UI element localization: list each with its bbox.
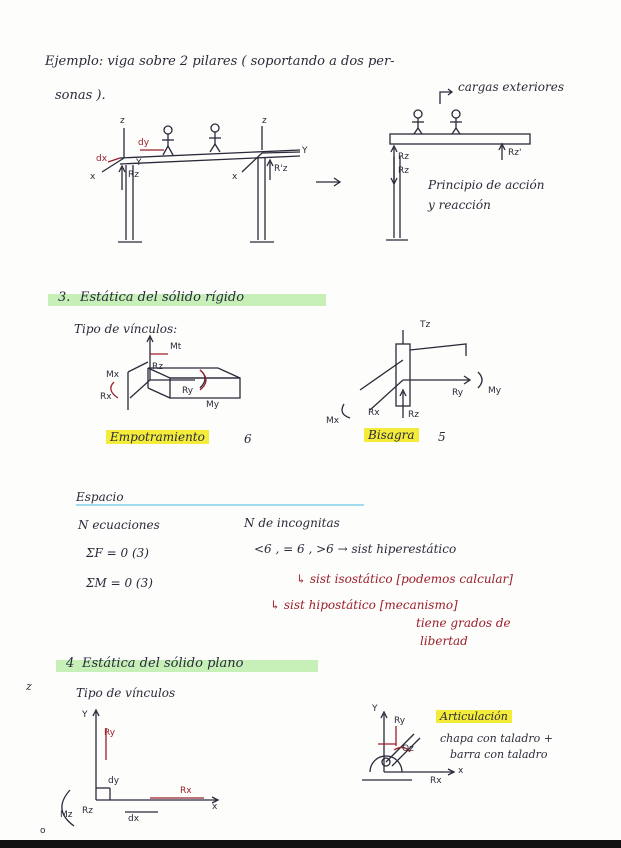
section3-subtitle: Tipo de vínculos: — [74, 322, 178, 336]
bis-tz-label: Tz — [420, 320, 431, 330]
hypostatic-line-3: libertad — [420, 634, 468, 648]
principle-line-1: Principio de acción — [428, 178, 545, 192]
artic-ry-label: Ry — [394, 716, 406, 726]
artic-rx-label: Rx — [430, 776, 442, 786]
bis-rz-label: Rz — [408, 410, 419, 420]
empotramiento-count: 6 — [244, 432, 252, 446]
articulacion-title: Articulación — [436, 710, 512, 723]
emp-rx-label: Rx — [100, 392, 112, 402]
hypostatic-line: ↳ sist hipostático [mecanismo] — [270, 598, 458, 612]
y-small-label: Y — [136, 158, 142, 168]
plane-ry-label: Ry — [104, 728, 116, 738]
dx-label: dx — [96, 154, 108, 164]
plane-rz-label: Rz — [82, 806, 93, 816]
emp-my-label: My — [206, 400, 220, 410]
emp-rz-label: Rz — [152, 362, 163, 372]
emp-ry-label: Ry — [182, 386, 194, 396]
artic-y-label: Y — [372, 704, 378, 714]
scan-bottom-edge — [0, 840, 621, 848]
section3-title: Estática del sólido rígido — [80, 290, 245, 305]
espacio-title: Espacio — [76, 490, 124, 504]
espacio-underline — [76, 504, 364, 506]
isostatic-line: ↳ sist isostático [podemos calcular] — [296, 572, 513, 586]
rz-b1-label: Rz — [398, 152, 409, 162]
hypostatic-line-2: tiene grados de — [416, 616, 511, 630]
sum-m-eq: ΣM = 0 (3) — [86, 576, 153, 590]
z-label-left: z — [120, 116, 125, 126]
artic-x-label: x — [458, 766, 464, 776]
plane-rx-label: Rx — [180, 786, 192, 796]
plane-o-label: o — [40, 826, 46, 836]
plane-mz-label: Mz — [60, 810, 73, 820]
cargas-exteriores-note: cargas exteriores — [458, 80, 565, 94]
section4-subtitle: Tipo de vínculos — [76, 686, 176, 700]
rz-left-label: Rz — [128, 170, 139, 180]
dy-label: dy — [138, 138, 150, 148]
section4-number: 4 — [66, 656, 75, 671]
plane-dy-label: dy — [108, 776, 120, 786]
articulacion-line-1: chapa con taladro + — [440, 732, 553, 745]
rz-b2-label: Rz — [398, 166, 409, 176]
rz-b3-label: Rz' — [508, 148, 522, 158]
plane-x-label: x — [212, 802, 218, 812]
eq-header: N ecuaciones — [78, 518, 160, 532]
example-line-2: sonas ). — [55, 88, 106, 103]
y-axis-label: Y — [302, 146, 308, 156]
sum-f-eq: ΣF = 0 (3) — [86, 546, 149, 560]
bisagra-caption: Bisagra — [364, 428, 419, 442]
artic-oz-label: Oz — [402, 744, 414, 754]
bis-mx-label: Mx — [326, 416, 340, 426]
plane-dx-label: dx — [128, 814, 140, 824]
x-label-right: x — [232, 172, 238, 182]
section4-title: Estática del sólido plano — [82, 656, 244, 671]
example-line-1: Ejemplo: viga sobre 2 pilares ( soportando a dos per- — [45, 54, 395, 69]
unknowns-header: N de incognitas — [244, 516, 340, 530]
emp-mt-label: Mt — [170, 342, 182, 352]
empotramiento-caption: Empotramiento — [106, 430, 209, 444]
bisagra-count: 5 — [438, 430, 446, 444]
emp-mx-label: Mx — [106, 370, 120, 380]
bis-ry-label: Ry — [452, 388, 464, 398]
principle-line-2: y reacción — [428, 198, 491, 212]
bis-my-label: My — [488, 386, 502, 396]
z-label-right: z — [262, 116, 267, 126]
bis-rx-label: Rx — [368, 408, 380, 418]
condition-line: <6 , = 6 , >6 → sist hiperestático — [254, 542, 457, 556]
plane-y-label: Y — [82, 710, 88, 720]
section3-number: 3. — [58, 290, 71, 305]
section4-side-mark: z — [26, 680, 32, 693]
x-label-left: x — [90, 172, 96, 182]
articulacion-line-2: barra con taladro — [450, 748, 548, 761]
rz-right-label: R'z — [274, 164, 288, 174]
